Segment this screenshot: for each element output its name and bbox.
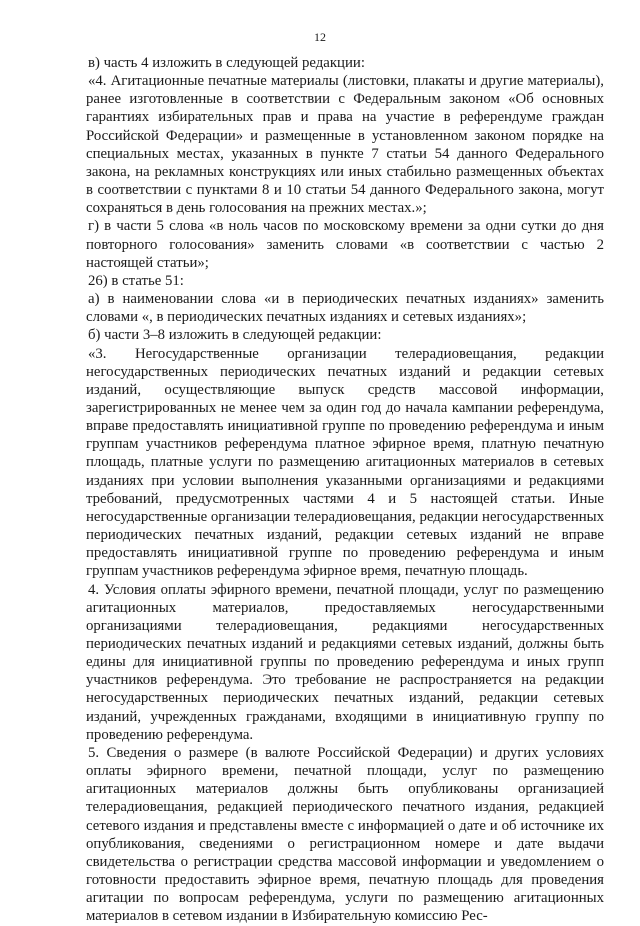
paragraph: «3. Негосударственные организации телерадиовещания, редакции негосударственных периодических печатных изданий и редакции сетевых изданий, осуществляющие выпуск средств массовой информации, зарегистрированных не менее чем за один год до начала кампании референдума, вправе предоставлять инициативной группе по проведению референдума и иным группам участников референдума платное эфирное время, платную печатную площадь, платные услуги по размещению агитационных материалов в сетевых изданиях при условии выполнения указанными организациями и редакциями требований, предусмотренных частями 4 и 5 настоящей статьи. Иные негосударственные организации телерадиовещания, редакции негосударственных периодических печатных изданий, редакции сетевых изданий не вправе предоставлять инициативной группе по проведению референдума и иным группам участников референдума эфирное время, печатную площадь. bbox=[86, 345, 604, 580]
paragraph: г) в части 5 слова «в ноль часов по московскому времени за одни сутки до дня повторного голосования» заменить словами «в соответствии с частью 2 настоящей статьи»; bbox=[86, 218, 604, 271]
document-body bbox=[86, 54, 604, 926]
paragraph: в) часть 4 изложить в следующей редакции: bbox=[88, 55, 365, 71]
paragraph: 4. Условия оплаты эфирного времени, печатной площади, услуг по размещению агитационных материалов, предоставляемых негосударственными организациями телерадиовещания, редакциями негосударственных периодических печатных изданий и редакциями сетевых изданий, должны быть едины для инициативной группы по проведению референдума и иных групп участников референдума. Это требование не распространяется на редакции негосударственных периодических печатных изданий, редакции сетевых изданий, учрежденных гражданами, входящими в инициативную группу по проведению референдума. bbox=[86, 581, 604, 743]
paragraph: 5. Сведения о размере (в валюте Российской Федерации) и других условиях оплаты эфирного времени, печатной площади, услуг по размещению агитационных материалов должны быть опубликованы организацией телерадиовещания, редакцией периодического печатного издания, редакцией сетевого издания и представлены вместе с информацией о дате и об источнике их опубликования, сведениями о регистрационном номере и дате выдачи свидетельства о регистрации средства массовой информации и уведомлением о готовности предоставить эфирное время, печатную площадь для проведения агитации по вопросам референдума, услуги по размещению агитационных материалов в сетевом издании в Избирательную комиссию Рес- bbox=[86, 744, 604, 925]
paragraph: «4. Агитационные печатные материалы (листовки, плакаты и другие материалы), ранее изготовленные в соответствии с Федеральным законом «Об основных гарантиях избирательных прав и права на участие в референдуме граждан Российской Федерации» и размещенные в установленном законом порядке на специальных местах, указанных в пункте 7 статьи 54 данного Федерального закона, на рекламных конструкциях или иных стабильно размещенных объектах в соответствии с пунктами 8 и 10 статьи 54 данного Федерального закона, могут сохраняться в день голосования на прежних местах.»; bbox=[86, 73, 604, 217]
page-number: 12 bbox=[314, 30, 326, 44]
paragraph: б) части 3–8 изложить в следующей редакции: bbox=[88, 327, 382, 344]
paragraph: 26) в статье 51: bbox=[88, 272, 184, 289]
paragraph: а) в наименовании слова «и в периодических печатных изданиях» заменить словами «, в периодических печатных изданиях и сетевых изданиях»; bbox=[86, 291, 604, 326]
